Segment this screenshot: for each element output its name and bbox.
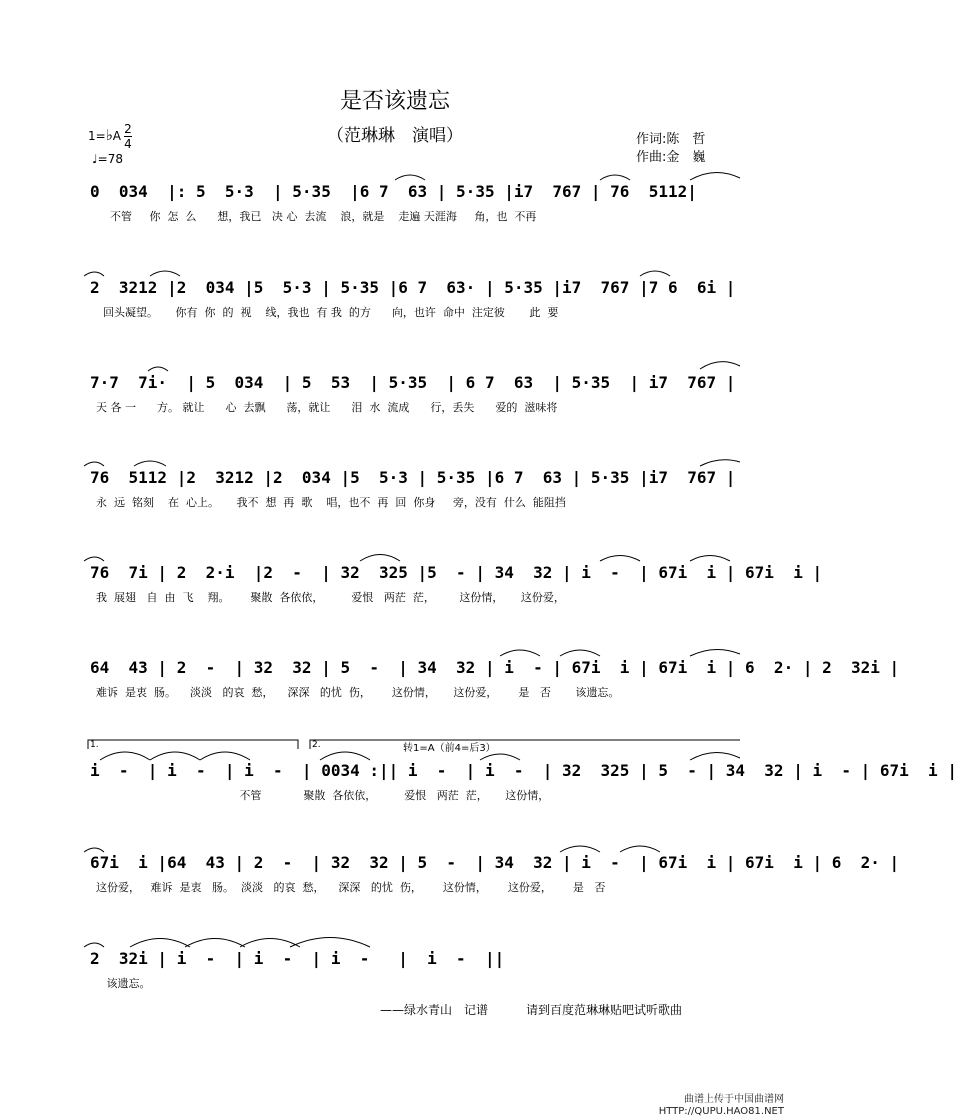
music-row-6: 64 43 | 2 - | 32 32 | 5 - | 34 32 | i - | 67i i | 67i i | 6 2· | 2 32i | [90, 658, 900, 677]
slur [690, 172, 740, 180]
music-row-1: 0 034 |: 5 5·3 | 5·35 |6 7 63 | 5·35 |i7 767 | 76 5112| [90, 182, 697, 201]
lyricist: 作词:陈 哲 [636, 132, 706, 147]
lyric-row-1: 不管 你 怎 么 想，我已 决 心 去流 浪，就是 走遍 天涯海 角，也 不再 [96, 210, 537, 223]
volta-2-bracket [310, 740, 740, 749]
time-top: 2 [124, 122, 132, 136]
slur [640, 271, 670, 276]
watermark-line-2: HTTP://QUPU.HAO81.NET [658, 1106, 784, 1117]
lyric-row-7: 不管 聚散 各依依， 爱恨 两茫 茫， 这份情， [96, 789, 550, 802]
composer: 作曲:金 巍 [636, 150, 706, 165]
slur [600, 556, 640, 562]
slur [150, 752, 200, 760]
flat-icon: ♭ [105, 126, 113, 144]
slur [84, 557, 104, 561]
slur [130, 939, 190, 948]
time-bottom: 4 [124, 137, 132, 151]
slur [134, 461, 166, 466]
lyric-row-4: 永 远 铭刻 在 心上。 我不 想 再 歌 唱，也不 再 回 你身 旁，没有 什么 能阻挡 [96, 496, 566, 509]
lyric-row-2: 回头凝望。 你有 你 的 视 线，我也 有 我 的方 向，也许 命中 注定彼 此 要 [96, 306, 559, 319]
slur [700, 362, 740, 369]
slur [700, 460, 740, 466]
music-row-2: 2 3212 |2 034 |5 5·3 | 5·35 |6 7 63· | 5·35 |i7 767 |7 6 6i | [90, 278, 736, 297]
slur [185, 939, 245, 948]
slur [84, 848, 104, 852]
volta-1-bracket [88, 740, 298, 749]
lyric-row-5: 我 展翅 自 由 飞 翔。 聚散 各依依， 爱恨 两茫 茫， 这份情， 这份爱， [96, 591, 565, 604]
song-title: 是否该遗忘 [339, 89, 450, 114]
slur [84, 272, 104, 276]
slur [100, 752, 150, 760]
slur [480, 754, 520, 760]
music-row-8: 67i i |64 43 | 2 - | 32 32 | 5 - | 34 32 | i - | 67i i | 67i i | 6 2· | [90, 853, 900, 872]
slur [690, 556, 730, 562]
slur [84, 943, 104, 947]
slur [148, 367, 168, 371]
slur [560, 846, 600, 852]
slur [240, 939, 300, 948]
transpose-marking: 转1=A（前4=后3） [403, 743, 496, 754]
footer-note: 请到百度范琳琳贴吧试听歌曲 [526, 1003, 683, 1017]
slur [360, 555, 400, 562]
slur [395, 175, 425, 180]
music-row-3: 7·7 7i· | 5 034 | 5 53 | 5·35 | 6 7 63 | 5·35 | i7 767 | [90, 373, 736, 392]
music-row-7: i - | i - | i - | 0034 :|| i - | i - | 32 325 | 5 - | 34 32 | i - | 67i i | [90, 761, 957, 780]
slur [320, 752, 370, 760]
slur [690, 649, 740, 656]
music-row-5: 76 7i | 2 2·i |2 - | 32 325 |5 - | 34 32 | i - | 67i i | 67i i | [90, 563, 823, 582]
slur [150, 271, 180, 276]
key-letter: A [112, 129, 121, 143]
slur [290, 938, 370, 948]
song-subtitle: （范琳琳 演唱） [327, 126, 463, 146]
lyric-row-3: 天 各 一 方。 就让 心 去飘 荡，就让 泪 水 流成 行，丢失 爱的 滋味将 [96, 401, 558, 414]
slur [690, 752, 740, 760]
slur [200, 752, 250, 760]
tempo-marking: ♩=78 [92, 152, 123, 166]
lyric-row-6: 难诉 是衷 肠。 淡淡 的哀 愁， 深深 的忧 伤， 这份情， 这份爱， 是 否 该遗忘。 [96, 686, 620, 699]
slur [620, 846, 660, 852]
lyric-row-9: 该遗忘。 [96, 977, 151, 990]
slur [500, 650, 540, 656]
watermark [659, 1094, 784, 1118]
slur [560, 650, 600, 656]
volta-2-label: 2. [312, 740, 321, 750]
music-row-4: 76 5112 |2 3212 |2 034 |5 5·3 | 5·35 |6 7 63 | 5·35 |i7 767 | [90, 468, 736, 487]
volta-1-label: 1. [90, 740, 99, 750]
music-row-9: 2 32i | i - | i - | i - | i - || [90, 949, 505, 968]
slur [84, 462, 104, 466]
footer [380, 1001, 682, 1018]
slur [600, 175, 630, 180]
watermark-line-1: 曲谱上传于中国曲谱网 [684, 1094, 784, 1105]
key-prefix: 1= [88, 129, 106, 143]
lyric-row-8: 这份爱， 难诉 是衷 肠。 淡淡 的哀 愁， 深深 的忧 伤， 这份情， 这份爱， 是 否 [96, 881, 606, 894]
transcriber-credit: ——绿水青山 记谱 [380, 1003, 489, 1017]
